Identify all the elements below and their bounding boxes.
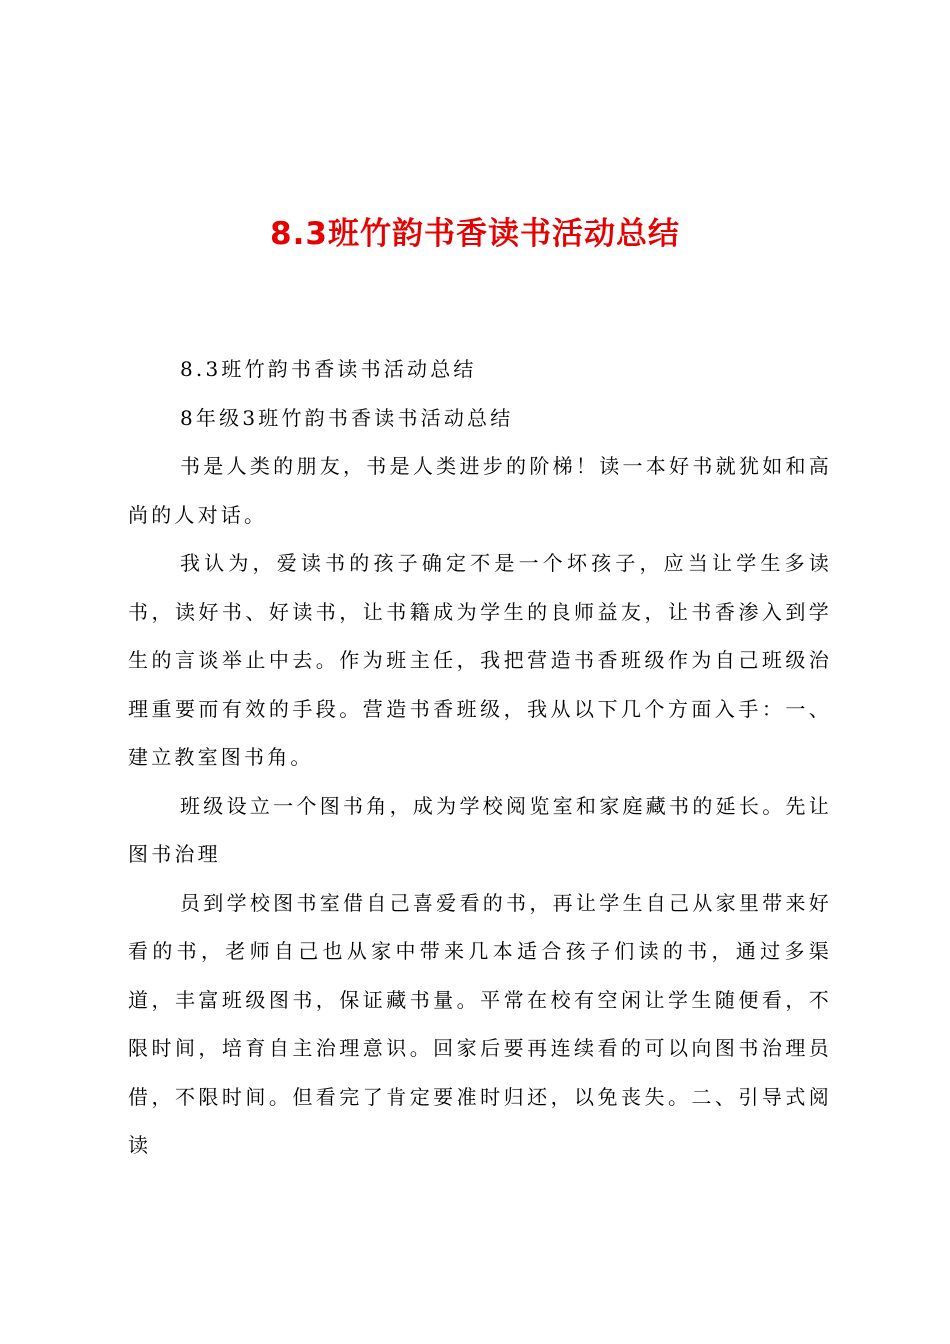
paragraph: 我认为，爱读书的孩子确定不是一个坏孩子，应当让学生多读书，读好书、好读书，让书籍成为学生的良师益友，让书香渗入到学生的言谈举止中去。作为班主任，我把营造书香班级作为自己班级治理重要而有效的手段。营造书香班级，我从以下几个方面入手：一、建立教室图书角。 (128, 551, 832, 769)
document-body (128, 345, 832, 1170)
paragraph: 书是人类的朋友，书是人类进步的阶梯！读一本好书就犹如和高尚的人对话。 (128, 454, 832, 527)
paragraph-heading-2: 8年级3班竹韵书香读书活动总结 (180, 405, 514, 430)
paragraph: 班级设立一个图书角，成为学校阅览室和家庭藏书的延长。先让图书治理 (128, 793, 832, 866)
paragraph: 员到学校图书室借自己喜爱看的书，再让学生自己从家里带来好看的书，老师自己也从家中带来几本适合孩子们读的书，通过多渠道，丰富班级图书，保证藏书量。平常在校有空闲让学生随便看，不限时间，培育自主治理意识。回家后要再连续看的可以向图书治理员借，不限时间。但看完了肯定要准时归还，以免丧失。二、引导式阅读 (128, 890, 832, 1157)
paragraph-heading-1: 8.3班竹韵书香读书活动总结 (180, 357, 477, 381)
document-title: 8.3班竹韵书香读书活动总结 (270, 216, 680, 252)
